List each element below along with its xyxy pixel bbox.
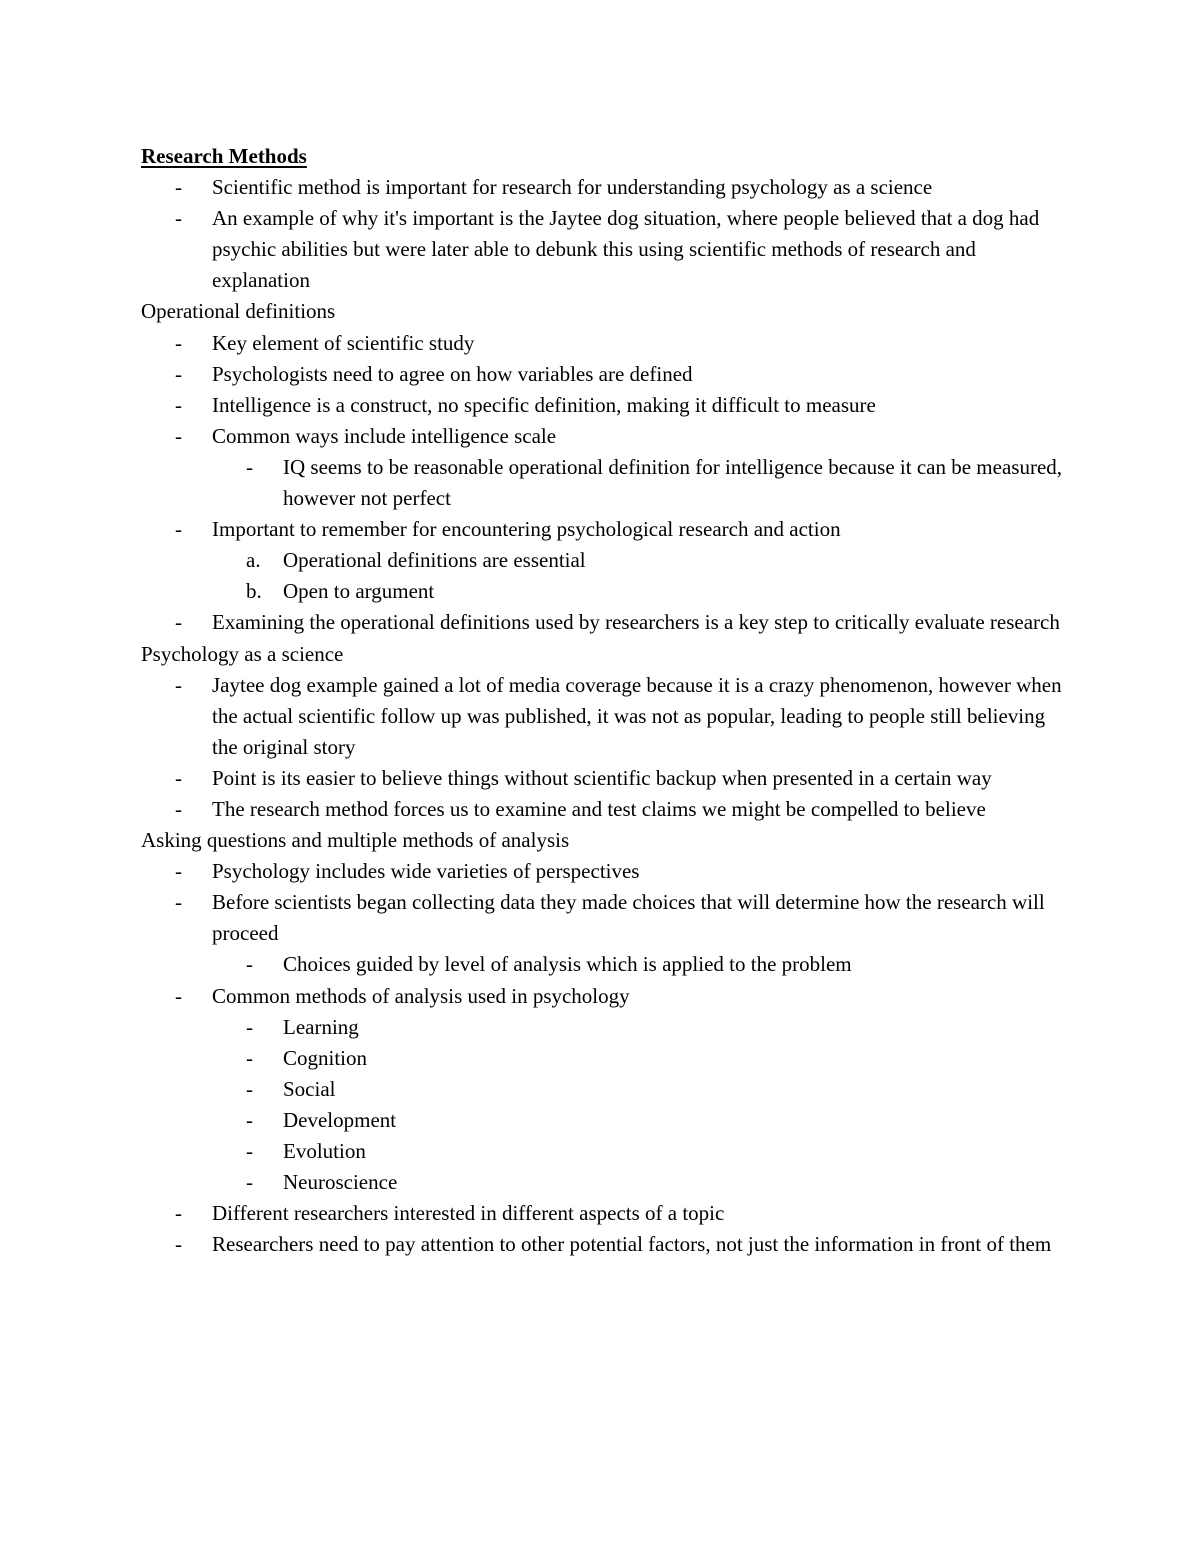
list-item-text: Intelligence is a construct, no specific definition, making it difficult to measure xyxy=(212,392,876,417)
list-item xyxy=(141,203,1071,296)
sub-list-item-text: Operational definitions are essential xyxy=(283,548,586,573)
list-item-text: Researchers need to pay attention to other potential factors, not just the information in front of them xyxy=(212,1232,1052,1257)
sub-bullet-marker: - xyxy=(246,1139,253,1163)
sub-list xyxy=(212,452,1071,514)
list-item-text: Jaytee dog example gained a lot of media coverage because it is a crazy phenomenon, however when the actual scientific follow up was published, it was not as popular, leading to people still believing the original story xyxy=(212,672,1062,759)
list-item-text: Point is its easier to believe things without scientific backup when presented in a certain way xyxy=(212,765,992,790)
list-item-text: An example of why it's important is the Jaytee dog situation, where people believed that a dog had psychic abilities but were later able to debunk this using scientific methods of research and explanation xyxy=(212,206,1040,293)
sub-list-item-text: IQ seems to be reasonable operational definition for intelligence because it can be measured, however not perfect xyxy=(283,454,1063,511)
list-item-text: Scientific method is important for research for understanding psychology as a science xyxy=(212,175,933,200)
section-heading: Psychology as a science xyxy=(141,641,344,666)
section-list xyxy=(141,328,1071,639)
list-item-text: Key element of scientific study xyxy=(212,330,475,355)
sub-list xyxy=(212,1012,1071,1199)
sub-list-item xyxy=(212,1012,1071,1043)
sub-bullet-marker: - xyxy=(246,1045,253,1070)
list-item-text: The research method forces us to examine and test claims we might be compelled to believe xyxy=(212,796,986,821)
list-item-text: Before scientists began collecting data they made choices that will determine how the research will proceed xyxy=(212,890,1045,946)
bullet-marker: - xyxy=(175,890,182,915)
sub-list-item-text: Neuroscience xyxy=(283,1170,398,1195)
list-item-text: Psychology includes wide varieties of perspectives xyxy=(212,859,640,884)
list-item xyxy=(141,172,1071,203)
sub-bullet-marker: - xyxy=(246,1014,253,1039)
list-item xyxy=(141,981,1071,1199)
list-item xyxy=(141,359,1071,390)
bullet-marker: - xyxy=(175,392,182,417)
list-item xyxy=(141,887,1071,980)
bullet-marker: - xyxy=(175,983,182,1008)
list-item-text: Common methods of analysis used in psychology xyxy=(212,983,630,1008)
section-list xyxy=(141,172,1071,296)
list-item xyxy=(141,1229,1071,1260)
list-item-text: Psychologists need to agree on how variables are defined xyxy=(212,361,693,386)
bullet-marker: - xyxy=(175,423,182,448)
sub-list-item xyxy=(212,949,1071,980)
list-item-text: Common ways include intelligence scale xyxy=(212,423,557,448)
bullet-marker: - xyxy=(175,1232,182,1257)
sub-list-item xyxy=(212,1167,1071,1198)
ordered-marker: b. xyxy=(246,579,262,604)
bullet-marker: - xyxy=(175,765,182,790)
bullet-marker: - xyxy=(175,330,182,355)
list-item xyxy=(141,514,1071,607)
sub-list xyxy=(212,949,1071,980)
list-item xyxy=(141,1198,1071,1229)
bullet-marker: - xyxy=(175,517,182,542)
list-item-text: Important to remember for encountering psychological research and action xyxy=(212,517,841,542)
sub-list-item xyxy=(212,576,1071,607)
sub-list-item xyxy=(212,452,1071,514)
ordered-sub-list xyxy=(212,545,1071,607)
page-title: Research Methods xyxy=(141,144,307,168)
list-item xyxy=(141,607,1071,638)
section-heading: Asking questions and multiple methods of analysis xyxy=(141,828,570,853)
sub-list-item xyxy=(212,1136,1071,1167)
list-item xyxy=(141,421,1071,514)
section-heading: Operational definitions xyxy=(141,299,336,324)
bullet-marker: - xyxy=(175,206,182,231)
list-item xyxy=(141,670,1071,763)
list-item xyxy=(141,794,1071,825)
list-item-text: Examining the operational definitions used by researchers is a key step to critically evaluate research xyxy=(212,610,1060,635)
list-item xyxy=(141,856,1071,887)
sub-list-item-text: Choices guided by level of analysis which is applied to the problem xyxy=(283,952,852,977)
bullet-marker: - xyxy=(175,1201,182,1226)
list-item-text: Different researchers interested in different aspects of a topic xyxy=(212,1201,725,1226)
sub-bullet-marker: - xyxy=(246,1107,253,1132)
section-list xyxy=(141,856,1071,1260)
sub-list-item-text: Learning xyxy=(283,1014,359,1039)
list-item xyxy=(141,763,1071,794)
sub-list-item xyxy=(212,545,1071,576)
section-list xyxy=(141,670,1071,825)
sub-list-item-text: Cognition xyxy=(283,1045,368,1070)
document-body xyxy=(141,141,1071,1260)
bullet-marker: - xyxy=(175,175,182,200)
sub-bullet-marker: - xyxy=(246,952,253,977)
ordered-marker: a. xyxy=(246,548,261,573)
sub-bullet-marker: - xyxy=(246,454,253,479)
sub-list-item-text: Evolution xyxy=(283,1139,366,1163)
sub-bullet-marker: - xyxy=(246,1170,253,1195)
list-item xyxy=(141,390,1071,421)
bullet-marker: - xyxy=(175,361,182,386)
sub-list-item-text: Development xyxy=(283,1107,397,1132)
list-item xyxy=(141,328,1071,359)
sub-list-item xyxy=(212,1043,1071,1074)
sub-list-item-text: Social xyxy=(283,1076,336,1101)
bullet-marker: - xyxy=(175,796,182,821)
bullet-marker: - xyxy=(175,610,182,635)
sub-list-item xyxy=(212,1105,1071,1136)
bullet-marker: - xyxy=(175,859,182,884)
sub-list-item-text: Open to argument xyxy=(283,579,435,604)
bullet-marker: - xyxy=(175,672,182,697)
sub-list-item xyxy=(212,1074,1071,1105)
sub-bullet-marker: - xyxy=(246,1076,253,1101)
